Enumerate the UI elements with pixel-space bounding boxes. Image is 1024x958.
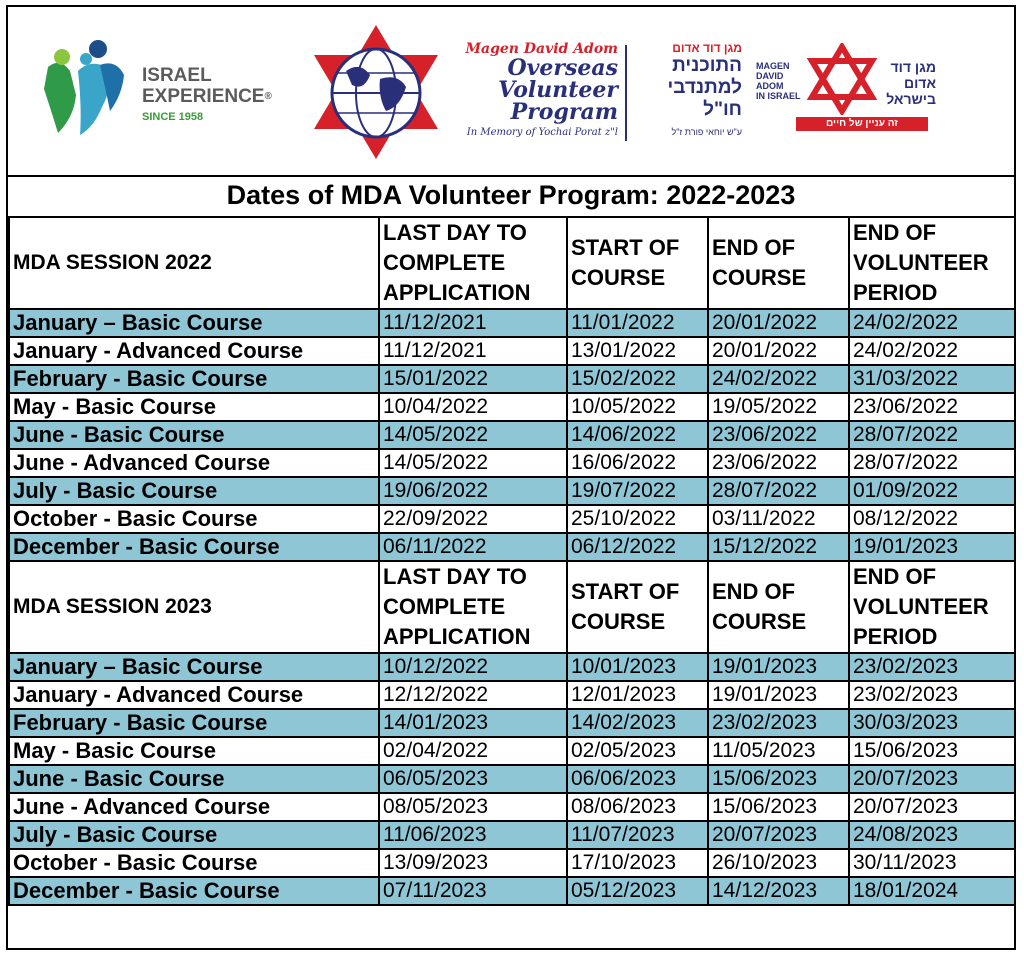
date-cell: 11/06/2023 — [379, 821, 567, 849]
date-cell: 15/02/2022 — [567, 365, 708, 393]
date-cell: 11/01/2022 — [567, 309, 708, 337]
date-cell: 12/12/2022 — [379, 681, 567, 709]
overseas-program-hebrew — [632, 41, 742, 151]
table-row — [9, 533, 1015, 561]
table-row — [9, 421, 1015, 449]
course-name-cell: December - Basic Course — [9, 877, 379, 905]
date-cell: 22/09/2022 — [379, 505, 567, 533]
overseas-program-logo — [438, 41, 618, 151]
session-title: MDA SESSION 2023 — [9, 561, 379, 653]
date-cell: 28/07/2022 — [849, 421, 1015, 449]
session-header-row — [9, 561, 1015, 653]
table-row — [9, 449, 1015, 477]
table-row — [9, 653, 1015, 681]
israel-experience-emblem-icon — [30, 37, 140, 147]
date-cell: 14/02/2023 — [567, 709, 708, 737]
ovp-line2: Volunteer — [498, 77, 618, 103]
column-header-end-volunteer: END OF VOLUNTEER PERIOD — [849, 561, 1015, 653]
date-cell: 02/04/2022 — [379, 737, 567, 765]
date-cell: 14/05/2022 — [379, 449, 567, 477]
date-cell: 23/02/2023 — [849, 653, 1015, 681]
course-name-cell: May - Basic Course — [9, 737, 379, 765]
date-cell: 30/11/2023 — [849, 849, 1015, 877]
course-name-cell: June - Basic Course — [9, 421, 379, 449]
document-title: Dates of MDA Volunteer Program: 2022-2023 — [8, 175, 1014, 218]
date-cell: 19/07/2022 — [567, 477, 708, 505]
table-row — [9, 337, 1015, 365]
date-cell: 18/01/2024 — [849, 877, 1015, 905]
date-cell: 14/01/2023 — [379, 709, 567, 737]
date-cell: 14/12/2023 — [708, 877, 849, 905]
ie-line2: EXPERIENCE — [142, 86, 265, 107]
course-name-cell: June - Advanced Course — [9, 449, 379, 477]
column-header-start: START OF COURSE — [567, 561, 708, 653]
date-cell: 15/06/2023 — [708, 765, 849, 793]
heb-line2: למתנדבי — [667, 77, 742, 98]
date-cell: 05/12/2023 — [567, 877, 708, 905]
column-header-last-day: LAST DAY TO COMPLETE APPLICATION — [379, 217, 567, 309]
course-name-cell: July - Basic Course — [9, 477, 379, 505]
course-name-cell: February - Basic Course — [9, 365, 379, 393]
date-cell: 02/05/2023 — [567, 737, 708, 765]
date-cell: 31/03/2022 — [849, 365, 1015, 393]
date-cell: 24/08/2023 — [849, 821, 1015, 849]
mda2-en — [756, 61, 801, 101]
heb-line1: התוכנית — [672, 55, 742, 76]
table-row — [9, 709, 1015, 737]
course-name-cell: July - Basic Course — [9, 821, 379, 849]
table-row — [9, 849, 1015, 877]
mda2-en-line4: IN ISRAEL — [756, 91, 801, 101]
mda2-he — [886, 59, 936, 107]
column-header-end: END OF COURSE — [708, 561, 849, 653]
course-name-cell: December - Basic Course — [9, 533, 379, 561]
date-cell: 15/01/2022 — [379, 365, 567, 393]
star-of-david-icon — [806, 43, 878, 115]
ovp-org: Magen David Adom — [465, 41, 618, 57]
date-cell: 03/11/2022 — [708, 505, 849, 533]
date-cell: 06/12/2022 — [567, 533, 708, 561]
date-cell: 19/06/2022 — [379, 477, 567, 505]
date-cell: 17/10/2023 — [567, 849, 708, 877]
course-name-cell: January – Basic Course — [9, 653, 379, 681]
date-cell: 10/01/2023 — [567, 653, 708, 681]
table-row — [9, 793, 1015, 821]
date-cell: 20/01/2022 — [708, 337, 849, 365]
date-cell: 10/12/2022 — [379, 653, 567, 681]
date-cell: 23/02/2023 — [708, 709, 849, 737]
date-cell: 20/07/2023 — [849, 765, 1015, 793]
column-header-end-volunteer: END OF VOLUNTEER PERIOD — [849, 217, 1015, 309]
ie-since: SINCE 1958 — [142, 111, 204, 123]
mda2-en-line3: ADOM — [756, 81, 784, 91]
mda2-he-line3: בישראל — [886, 91, 936, 107]
ovp-line1: Overseas — [507, 55, 618, 81]
date-cell: 11/05/2023 — [708, 737, 849, 765]
column-header-start: START OF COURSE — [567, 217, 708, 309]
course-name-cell: May - Basic Course — [9, 393, 379, 421]
mda2-en-line2: DAVID — [756, 71, 784, 81]
date-cell: 10/05/2022 — [567, 393, 708, 421]
course-name-cell: October - Basic Course — [9, 505, 379, 533]
date-cell: 30/03/2023 — [849, 709, 1015, 737]
date-cell: 20/01/2022 — [708, 309, 849, 337]
ovp-memorial: In Memory of Yochai Porat z"l — [466, 127, 618, 138]
date-cell: 06/06/2023 — [567, 765, 708, 793]
mda2-he-line1: מגן דוד — [890, 59, 936, 75]
ie-line1: ISRAEL — [142, 65, 212, 86]
date-cell: 16/06/2022 — [567, 449, 708, 477]
date-cell: 08/06/2023 — [567, 793, 708, 821]
table-row — [9, 393, 1015, 421]
course-name-cell: January - Advanced Course — [9, 681, 379, 709]
date-cell: 15/06/2023 — [708, 793, 849, 821]
date-cell: 26/10/2023 — [708, 849, 849, 877]
logo-divider — [625, 45, 627, 141]
date-cell: 23/06/2022 — [849, 393, 1015, 421]
date-cell: 11/07/2023 — [567, 821, 708, 849]
ovp-line3: Program — [510, 99, 618, 125]
table-row — [9, 477, 1015, 505]
table-row — [9, 365, 1015, 393]
date-cell: 11/12/2021 — [379, 337, 567, 365]
date-cell: 08/05/2023 — [379, 793, 567, 821]
date-cell: 15/06/2023 — [849, 737, 1015, 765]
date-cell: 23/02/2023 — [849, 681, 1015, 709]
course-name-cell: February - Basic Course — [9, 709, 379, 737]
mda2-en-line1: MAGEN — [756, 61, 790, 71]
date-cell: 08/12/2022 — [849, 505, 1015, 533]
course-name-cell: January – Basic Course — [9, 309, 379, 337]
israel-experience-logo — [30, 37, 290, 147]
date-cell: 11/12/2021 — [379, 309, 567, 337]
mda-israel-logo — [756, 43, 936, 139]
date-cell: 06/05/2023 — [379, 765, 567, 793]
schedule-document — [6, 5, 1016, 950]
date-cell: 24/02/2022 — [849, 337, 1015, 365]
date-cell: 01/09/2022 — [849, 477, 1015, 505]
date-cell: 28/07/2022 — [708, 477, 849, 505]
mda2-he-line2: אדום — [903, 75, 936, 91]
course-name-cell: January - Advanced Course — [9, 337, 379, 365]
date-cell: 28/07/2022 — [849, 449, 1015, 477]
date-cell: 13/09/2023 — [379, 849, 567, 877]
column-header-last-day: LAST DAY TO COMPLETE APPLICATION — [379, 561, 567, 653]
heb-line3: חו"ל — [703, 99, 742, 120]
date-cell: 19/05/2022 — [708, 393, 849, 421]
table-row — [9, 821, 1015, 849]
date-cell: 20/07/2023 — [849, 793, 1015, 821]
date-cell: 23/06/2022 — [708, 449, 849, 477]
schedule-table — [8, 216, 1016, 906]
date-cell: 15/12/2022 — [708, 533, 849, 561]
date-cell: 19/01/2023 — [708, 653, 849, 681]
session-title: MDA SESSION 2022 — [9, 217, 379, 309]
date-cell: 23/06/2022 — [708, 421, 849, 449]
course-name-cell: June - Basic Course — [9, 765, 379, 793]
date-cell: 06/11/2022 — [379, 533, 567, 561]
date-cell: 24/02/2022 — [708, 365, 849, 393]
table-row — [9, 309, 1015, 337]
date-cell: 14/05/2022 — [379, 421, 567, 449]
table-row — [9, 681, 1015, 709]
session-header-row — [9, 217, 1015, 309]
date-cell: 10/04/2022 — [379, 393, 567, 421]
heb-org: מגן דוד אדום — [672, 41, 742, 55]
date-cell: 13/01/2022 — [567, 337, 708, 365]
table-row — [9, 505, 1015, 533]
date-cell: 12/01/2023 — [567, 681, 708, 709]
course-name-cell: October - Basic Course — [9, 849, 379, 877]
table-row — [9, 877, 1015, 905]
ie-reg: ® — [264, 91, 272, 102]
date-cell: 19/01/2023 — [849, 533, 1015, 561]
course-name-cell: June - Advanced Course — [9, 793, 379, 821]
date-cell: 20/07/2023 — [708, 821, 849, 849]
mda2-tagline: זה עניין של חיים — [796, 117, 928, 131]
date-cell: 24/02/2022 — [849, 309, 1015, 337]
table-row — [9, 765, 1015, 793]
heb-memorial: ע"ש יוחאי פורת ז"ל — [671, 127, 742, 137]
table-row — [9, 737, 1015, 765]
date-cell: 19/01/2023 — [708, 681, 849, 709]
logo-band — [8, 7, 1014, 177]
column-header-end: END OF COURSE — [708, 217, 849, 309]
date-cell: 25/10/2022 — [567, 505, 708, 533]
date-cell: 07/11/2023 — [379, 877, 567, 905]
mda-star-globe-icon — [306, 21, 446, 163]
date-cell: 14/06/2022 — [567, 421, 708, 449]
